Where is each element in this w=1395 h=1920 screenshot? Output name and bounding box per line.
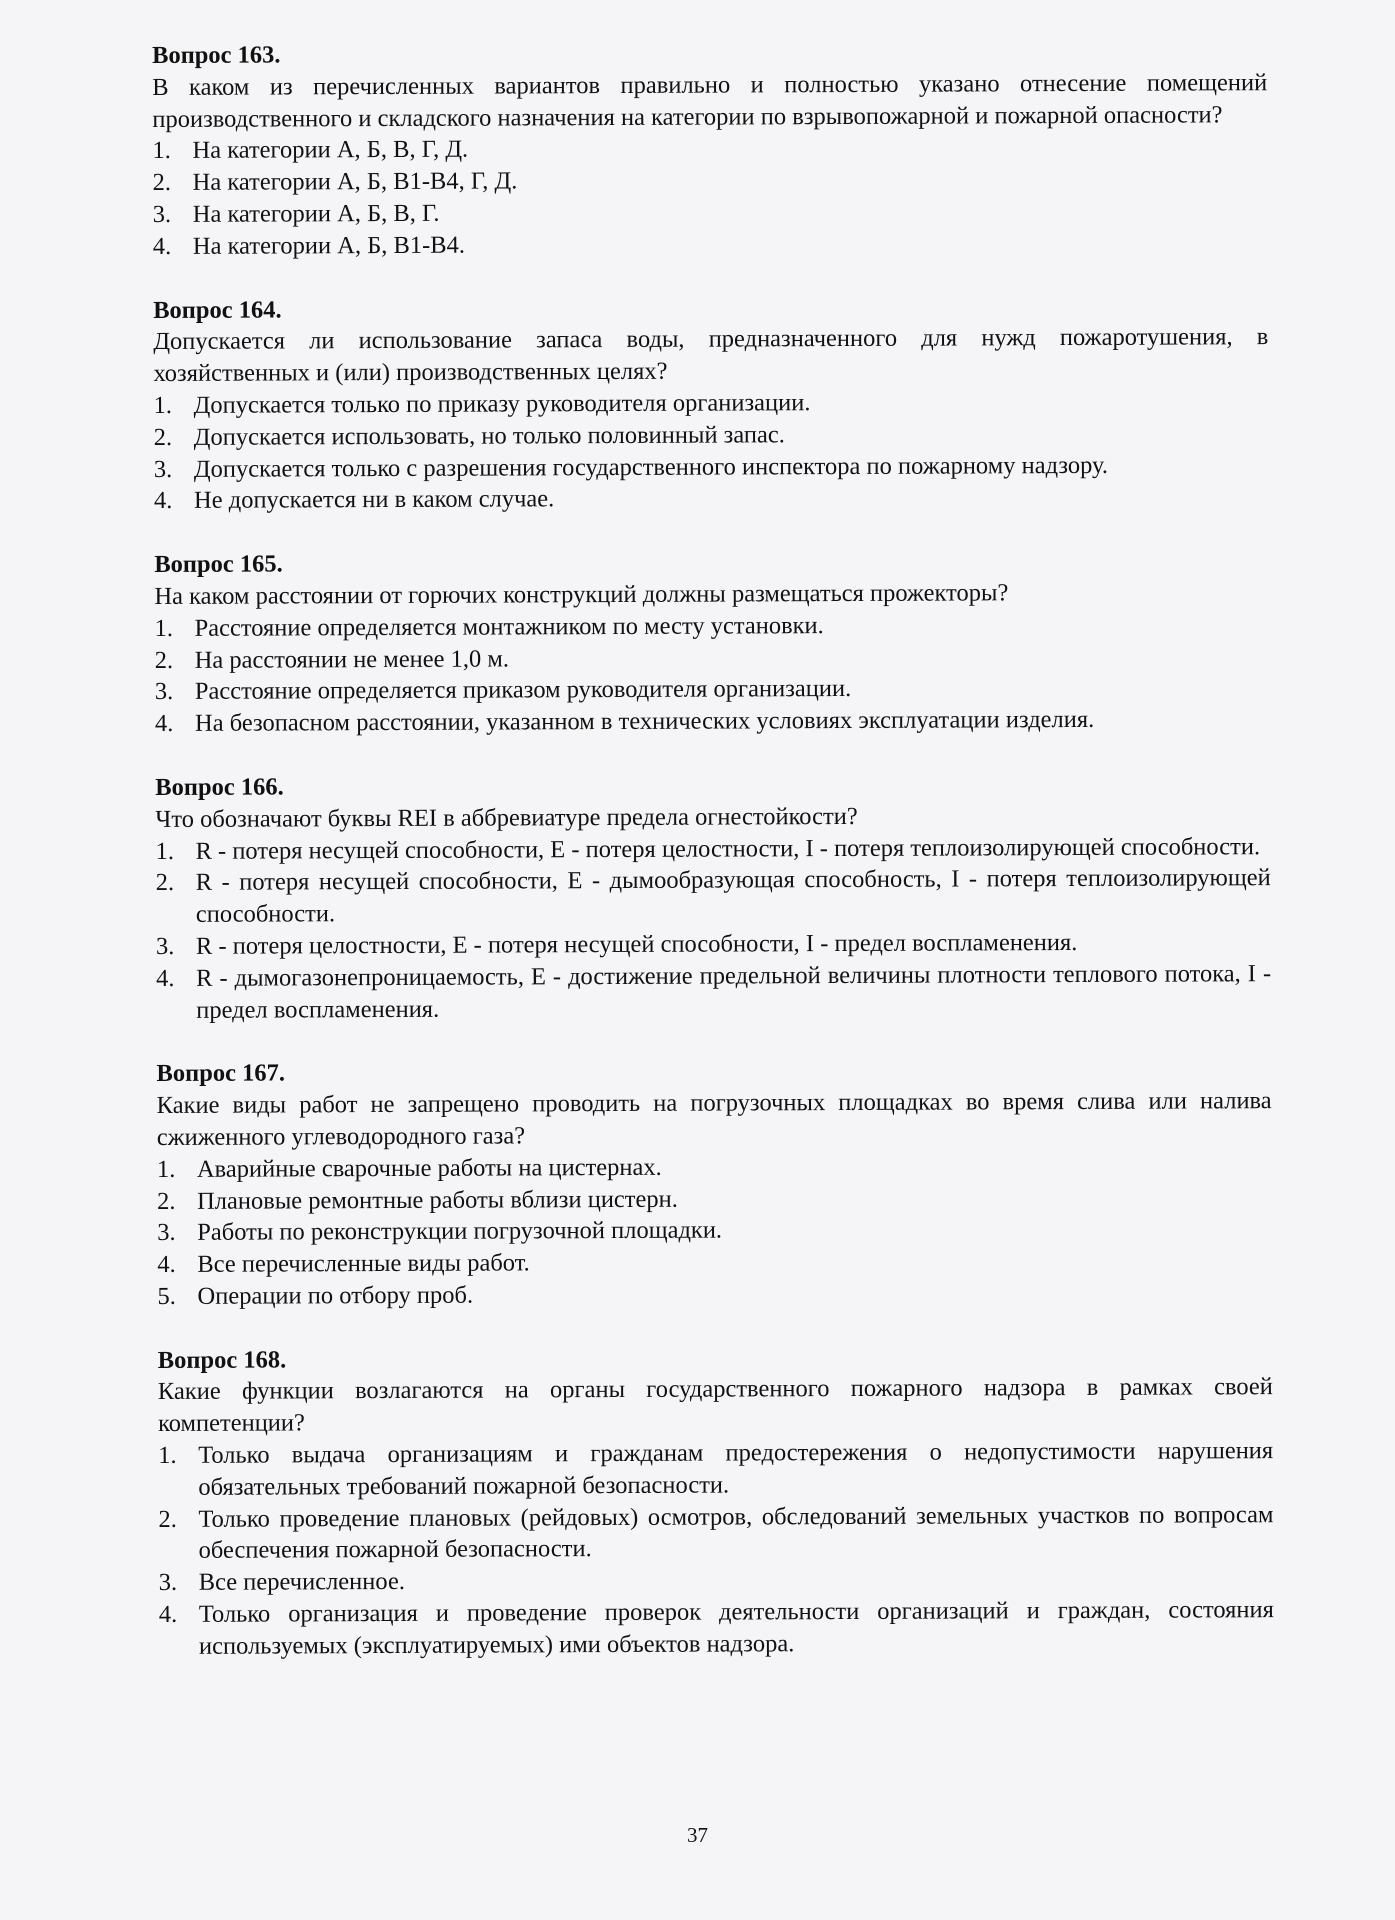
answer-list [157, 1149, 1273, 1313]
question-164 [153, 290, 1269, 517]
answer-text: R - дымогазонепроницаемость, Е - достижение предельной величины плотности теплового потока, I - предел воспламенения. [196, 959, 1272, 1024]
answer-text: На категории А, Б, В, Г, Д. [192, 136, 469, 165]
answer-item [157, 1276, 1272, 1313]
answer-number: 3. [155, 932, 175, 960]
answer-text: На расстоянии не менее 1,0 м. [194, 644, 510, 674]
answer-text: Допускается только с разрешения государственного инспектора по пожарному надзору. [193, 451, 1109, 483]
answer-list [155, 831, 1271, 1027]
answer-number: 4. [152, 232, 172, 260]
answer-text: Только проведение плановых (рейдовых) осмотров, обследований земельных участков по вопросам обеспечения пожарной безопасности. [198, 1500, 1274, 1565]
answer-number: 2. [158, 1505, 177, 1533]
answer-number: 4. [156, 964, 175, 992]
answer-item [156, 926, 1271, 963]
answer-text: Работы по реконструкции погрузочной площадки. [197, 1216, 723, 1247]
answer-text: R - потеря несущей способности, Е - потеря целостности, I - потеря теплоизолирующей способности. [195, 832, 1261, 865]
question-text: Допускается ли использование запаса воды, предназначенного для нужд пожаротушения, в хозяйственных и (или) производственных целях? [153, 323, 1269, 388]
answer-list [154, 608, 1270, 740]
question-title: Вопрос 166. [155, 773, 284, 801]
answer-number: 4. [157, 1251, 176, 1279]
answer-item [153, 162, 1268, 199]
question-163 [152, 35, 1268, 262]
answer-list [152, 131, 1268, 263]
answer-number: 3. [152, 200, 172, 228]
answer-list [154, 385, 1270, 517]
answer-item [154, 449, 1269, 486]
answer-item [154, 385, 1269, 422]
answer-item [154, 480, 1269, 517]
answer-item [156, 862, 1271, 930]
answer-item [155, 831, 1270, 868]
answer-item [155, 640, 1270, 677]
answer-text: Только организация и проведение проверок деятельности организаций и граждан, состояния используемых (эксплуатируемых) ими объектов надзора. [198, 1596, 1274, 1660]
answer-text: Допускается использовать, но только половинный запас. [193, 421, 785, 451]
question-title: Вопрос 164. [153, 296, 282, 324]
answer-item [158, 1499, 1273, 1567]
answer-number: 1. [155, 837, 174, 865]
question-title: Вопрос 168. [157, 1346, 287, 1374]
answer-number: 3. [157, 1219, 176, 1247]
question-title: Вопрос 165. [154, 550, 283, 579]
answer-text: Расстояние определяется приказом руководителя организации. [194, 675, 852, 706]
answer-text: Расстояние определяется монтажником по месту установки. [194, 611, 824, 642]
answer-item [159, 1594, 1274, 1662]
question-text: На каком расстоянии от горючих конструкций должны размещаться прожекторы? [154, 579, 1009, 610]
question-text: Что обозначают буквы REI в аббревиатуре предела огнестойкости? [155, 802, 858, 833]
answer-text: На категории А, Б, В, Г. [192, 199, 440, 228]
answer-number: 2. [154, 646, 174, 674]
answer-item [158, 1435, 1273, 1503]
question-165 [154, 544, 1270, 740]
answer-text: Аварийные сварочные работы на цистернах. [196, 1153, 662, 1183]
answer-item [155, 671, 1270, 708]
answer-number: 5. [157, 1282, 176, 1310]
answer-item [152, 131, 1267, 168]
answer-number: 3. [158, 1569, 178, 1597]
answer-number: 4. [158, 1600, 178, 1629]
answer-number: 2. [157, 1187, 176, 1215]
answer-text: Все перечисленные виды работ. [197, 1249, 530, 1278]
question-text: Какие виды работ не запрещено проводить на погрузочных площадках во время слива или налива сжиженного углеводородного газа? [156, 1087, 1272, 1151]
answer-item [157, 1149, 1272, 1186]
answer-number: 3. [154, 678, 174, 706]
answer-number: 1. [156, 1155, 176, 1183]
answer-number: 1. [153, 391, 173, 419]
answer-text: На безопасном расстоянии, указанном в технических условиях эксплуатации изделия. [194, 706, 1095, 737]
answer-item [153, 226, 1268, 263]
answer-number: 2. [155, 869, 175, 897]
question-text: Какие функции возлагаются на органы государственного пожарного надзора в рамках своей компетенции? [157, 1373, 1273, 1438]
question-166 [155, 767, 1271, 1026]
answer-number: 1. [158, 1441, 177, 1470]
answer-text: Операции по отбору проб. [197, 1281, 474, 1310]
answer-text: R - потеря целостности, Е - потеря несущей способности, I - предел воспламенения. [195, 928, 1078, 960]
answer-text: На категории А, Б, В1-В4. [192, 231, 466, 260]
answer-number: 3. [153, 455, 173, 483]
answer-list [158, 1435, 1274, 1662]
answer-item [157, 1181, 1272, 1218]
answer-text: Не допускается ни в каком случае. [193, 485, 555, 515]
answer-item [154, 417, 1269, 454]
answer-number: 4. [153, 487, 173, 515]
answer-text: На категории А, Б, В1-В4, Г, Д. [192, 167, 518, 197]
answer-item [159, 1562, 1274, 1599]
answer-number: 1. [154, 614, 174, 642]
answer-item [153, 194, 1268, 231]
answer-item [156, 958, 1271, 1026]
question-167 [156, 1053, 1272, 1312]
answer-text: Все перечисленное. [198, 1568, 405, 1597]
answer-text: R - потеря несущей способности, Е - дымообразующая способность, I - потеря теплоизолирующей способности. [195, 864, 1271, 928]
question-title: Вопрос 163. [152, 41, 281, 69]
answer-item [154, 608, 1269, 645]
answer-item [157, 1212, 1272, 1249]
answer-number: 1. [152, 137, 171, 165]
answer-item [157, 1244, 1272, 1281]
answer-number: 4. [154, 710, 174, 738]
question-title: Вопрос 167. [156, 1059, 286, 1088]
answer-text: Плановые ремонтные работы вблизи цистерн. [197, 1185, 678, 1215]
page-content [152, 35, 1274, 1695]
answer-text: Только выдача организациям и гражданам предостережения о недопустимости нарушения обязательных требований пожарной безопасности. [198, 1437, 1274, 1501]
answer-item [155, 703, 1270, 740]
answer-number: 2. [152, 169, 172, 197]
answer-number: 2. [153, 423, 173, 451]
answer-text: Допускается только по приказу руководителя организации. [193, 389, 811, 419]
question-text: В каком из перечисленных вариантов правильно и полностью указано отнесение помещений производственного и складского назначения на категории по взрывопожарной и пожарной опасности? [152, 68, 1268, 133]
page-number: 37 [687, 1823, 708, 1847]
question-168 [158, 1340, 1274, 1663]
